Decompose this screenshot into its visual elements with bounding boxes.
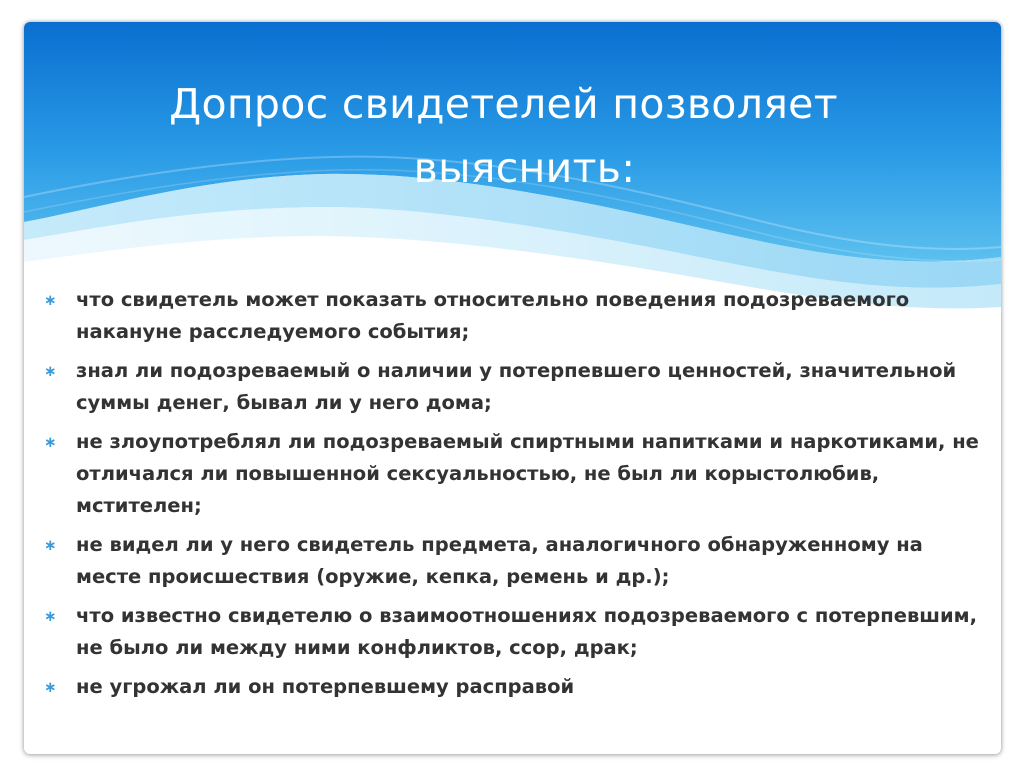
bullet-item xyxy=(42,426,982,522)
slide-title-line2: выяснить: xyxy=(413,144,636,192)
bullet-item xyxy=(42,600,982,664)
bullet-text: что известно свидетелю о взаимоотношениях подозреваемого с потерпевшим, не было ли между ними конфликтов, ссор, драк; xyxy=(76,604,978,659)
slide-title xyxy=(24,72,1001,200)
bullet-marker: ∗ xyxy=(44,433,57,451)
bullet-item xyxy=(42,355,982,419)
bullet-text: знал ли подозреваемый о наличии у потерпевшего ценностей, значительной суммы денег, бывал ли у него дома; xyxy=(76,359,957,414)
bullet-list xyxy=(42,284,982,710)
bullet-marker: ∗ xyxy=(44,607,57,625)
bullet-marker: ∗ xyxy=(44,362,57,380)
bullet-text: не видел ли у него свидетель предмета, аналогичного обнаруженному на месте происшествия (оружие, кепка, ремень и др.); xyxy=(76,533,923,588)
slide-title-line1: Допрос свидетелей позволяет xyxy=(169,80,838,128)
bullet-marker: ∗ xyxy=(44,678,57,696)
bullet-text: не злоупотреблял ли подозреваемый спиртными напитками и наркотиками, не отличался ли повышенной сексуальностью, не был ли корыстолюбив, мстителен; xyxy=(76,430,979,517)
bullet-text: не угрожал ли он потерпевшему расправой xyxy=(76,675,575,698)
slide xyxy=(24,22,1001,754)
bullet-text: что свидетель может показать относительно поведения подозреваемого накануне расследуемого события; xyxy=(76,288,910,343)
bullet-item xyxy=(42,671,982,703)
bullet-marker: ∗ xyxy=(44,536,57,554)
bullet-item xyxy=(42,284,982,348)
bullet-marker: ∗ xyxy=(44,291,57,309)
bullet-item xyxy=(42,529,982,593)
